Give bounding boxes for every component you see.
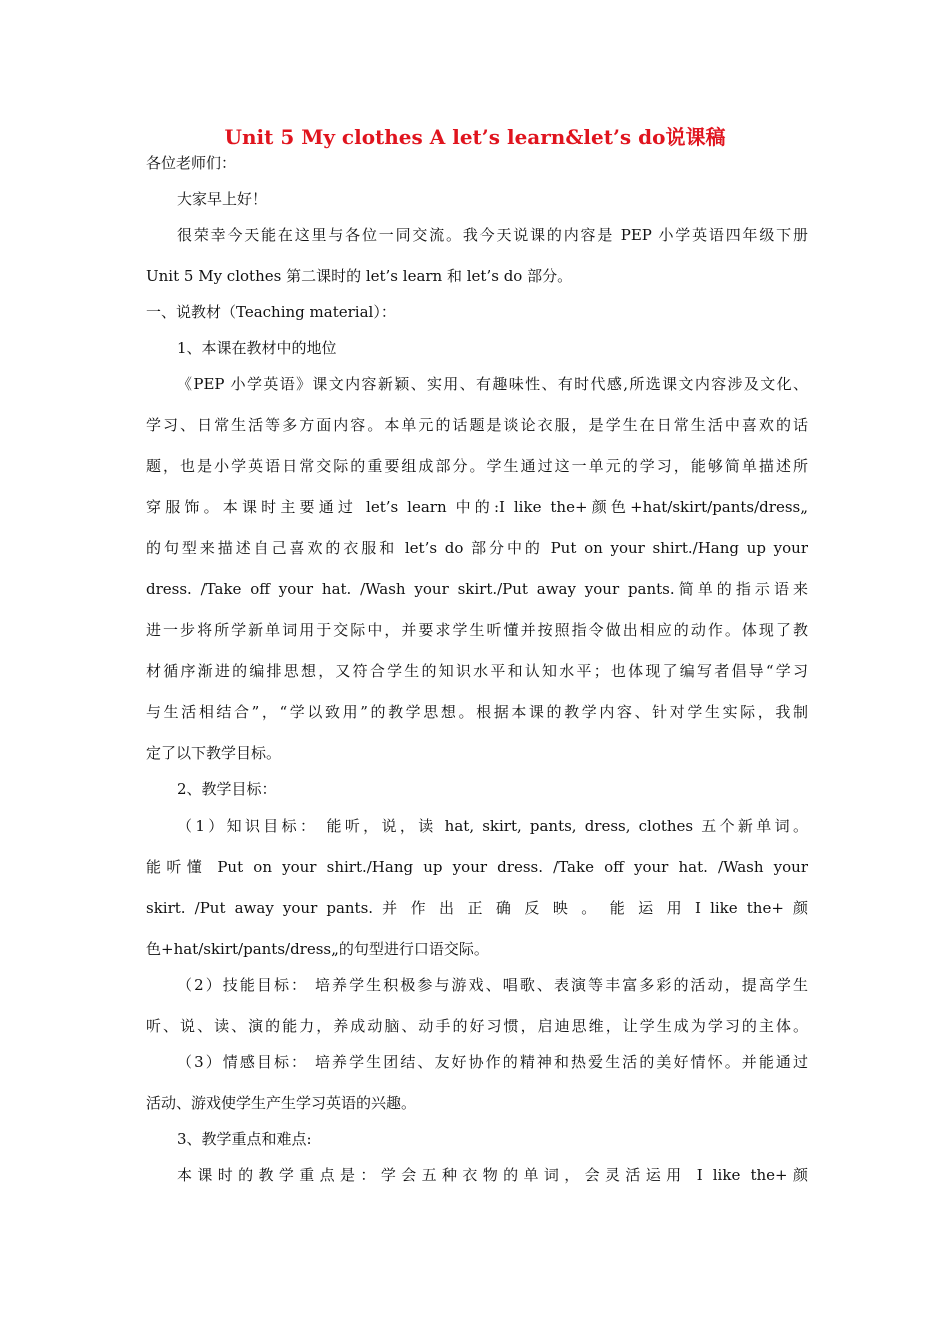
- paragraph-line: 材循序渐进的编排思想，又符合学生的知识水平和认知水平；也体现了编写者倡导“学习: [146, 662, 808, 680]
- paragraph-line: 的句型来描述自己喜欢的衣服和 let’s do 部分中的 Put on your shirt./Hang up your: [146, 539, 808, 557]
- subheading-teaching-goals: 2、教学目标：: [177, 780, 277, 798]
- section-heading-teaching-material: 一、说教材（Teaching material）：: [146, 303, 396, 321]
- goal-emotion-line: （3）情感目标： 培养学生团结、友好协作的精神和热爱生活的美好情怀。并能通过: [177, 1053, 808, 1071]
- paragraph-line: 学习、日常生活等多方面内容。本单元的话题是谈论衣服，是学生在日常生活中喜欢的话: [146, 416, 808, 434]
- subheading-key-points: 3、教学重点和难点:: [177, 1130, 312, 1148]
- intro-line-2: Unit 5 My clothes 第二课时的 let’s learn 和 let’s do 部分。: [146, 267, 573, 285]
- paragraph-line: 题，也是小学英语日常交际的重要组成部分。学生通过这一单元的学习，能够简单描述所: [146, 457, 808, 475]
- paragraph-line: 进一步将所学新单词用于交际中，并要求学生听懂并按照指令做出相应的动作。体现了教: [146, 621, 808, 639]
- salutation: 各位老师们：: [146, 154, 237, 172]
- paragraph-line: 《PEP 小学英语》课文内容新颖、实用、有趣味性、有时代感,所选课文内容涉及文化、: [177, 375, 808, 393]
- goal-skill-line: 听、说、读、演的能力，养成动脑、动手的好习惯，启迪思维，让学生成为学习的主体。: [146, 1017, 808, 1035]
- paragraph-line: 与生活相结合”，“学以致用”的教学思想。根据本课的教学内容、针对学生实际，我制: [146, 703, 808, 721]
- paragraph-line: dress. /Take off your hat. /Wash your skirt./Put away your pants.简单的指示语来: [146, 580, 808, 598]
- goal-skill-line: （2）技能目标： 培养学生积极参与游戏、唱歌、表演等丰富多彩的活动，提高学生: [177, 976, 808, 994]
- paragraph-line: 定了以下教学目标。: [146, 744, 282, 762]
- goal-emotion-line: 活动、游戏使学生产生学习英语的兴趣。: [146, 1094, 417, 1112]
- key-points-line: 本课时的教学重点是：学会五种衣物的单词，会灵活运用 I like the+颜: [177, 1166, 808, 1184]
- goal-knowledge-line: 能听懂 Put on your shirt./Hang up your dress. /Take off your hat. /Wash your: [146, 858, 808, 876]
- subheading-position: 1、本课在教材中的地位: [177, 339, 337, 357]
- intro-line-1: 很荣幸今天能在这里与各位一同交流。我今天说课的内容是 PEP 小学英语四年级下册: [177, 226, 808, 244]
- goal-knowledge-line: 色+hat/skirt/pants/dress„的句型进行口语交际。: [146, 940, 489, 958]
- goal-knowledge-line: （1）知识目标： 能听，说，读 hat, skirt, pants, dress, clothes 五个新单词。: [177, 817, 808, 835]
- paragraph-line: 穿服饰。本课时主要通过 let’s learn 中的:I like the+颜色+hat/skirt/pants/dress„: [146, 498, 808, 516]
- document-title: Unit 5 My clothes A let’s learn&let’s do说课稿: [224, 125, 726, 149]
- goal-knowledge-line: skirt. /Put away your pants. 并 作 出 正 确 反 映 。 能 运 用 I like the+ 颜: [146, 899, 808, 917]
- greeting: 大家早上好！: [177, 190, 268, 208]
